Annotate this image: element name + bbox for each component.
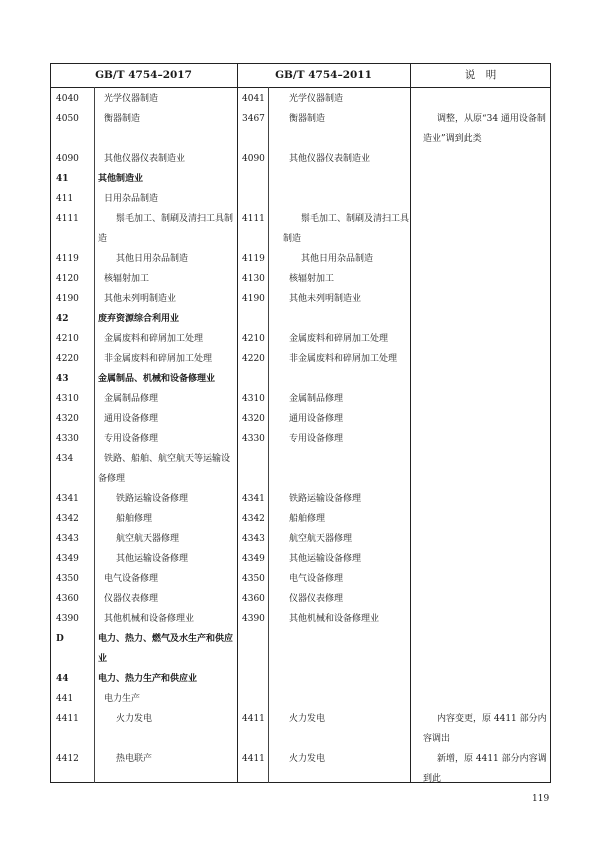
code-2011: 4411: [242, 754, 265, 764]
code-2017: 4190: [56, 294, 79, 304]
name-2017: 非金属废料和碎屑加工处理: [104, 354, 213, 364]
name-2017: 铁路、船舶、航空航天等运输设备修理: [98, 454, 231, 484]
code-2011: 4350: [242, 574, 265, 584]
name-2017: 废弃资源综合利用业: [98, 314, 180, 324]
table-row: [50, 429, 551, 449]
code-2011: 4111: [242, 214, 265, 224]
table-row: [50, 149, 551, 169]
code-2017: 4220: [56, 354, 79, 364]
table-row: [50, 589, 551, 609]
name-2011: 核辐射加工: [289, 274, 335, 284]
code-2011: 4341: [242, 494, 265, 504]
table-row: [50, 669, 551, 689]
code-2011: 3467: [242, 114, 265, 124]
name-2011: 金属废料和碎屑加工处理: [289, 334, 389, 344]
code-2017: 4411: [56, 714, 79, 724]
name-2017: 电力、热力生产和供应业: [98, 674, 198, 684]
name-2017: 其他仪器仪表制造业: [104, 154, 186, 164]
name-2017: 其他未列明制造业: [104, 294, 177, 304]
name-2011: 航空航天器修理: [289, 534, 353, 544]
code-2011: 4220: [242, 354, 265, 364]
code-2017: 4310: [56, 394, 79, 404]
name-2011: 船舶修理: [289, 514, 326, 524]
code-2017: 4390: [56, 614, 79, 624]
code-2017: 4341: [56, 494, 79, 504]
name-2017: 通用设备修理: [104, 414, 159, 424]
code-2011: 4349: [242, 554, 265, 564]
table-row: [50, 349, 551, 369]
name-2017: 衡器制造: [104, 114, 141, 124]
note: 内容变更，原 4411 部分内容调出: [423, 714, 547, 744]
code-2017: 4119: [56, 254, 79, 264]
name-2017: 金属制品修理: [104, 394, 159, 404]
code-2011: 4343: [242, 534, 265, 544]
name-2011: 其他仪器仪表制造业: [289, 154, 371, 164]
name-2017: 电力、热力、燃气及水生产和供应业: [98, 634, 234, 664]
code-2011: 4119: [242, 254, 265, 264]
name-2011: 仪器仪表修理: [289, 594, 344, 604]
name-2017: 光学仪器制造: [104, 94, 159, 104]
header-gbt-2011: GB/T 4754–2011: [275, 69, 372, 81]
code-2017: 4412: [56, 754, 79, 764]
header-gbt-2017: GB/T 4754–2017: [95, 69, 192, 81]
code-2017: 411: [56, 194, 74, 204]
code-2017: 4050: [56, 114, 79, 124]
name-2017: 鬃毛加工、制刷及清扫工具制造: [98, 214, 234, 244]
code-2011: 4411: [242, 714, 265, 724]
name-2017: 日用杂品制造: [104, 194, 159, 204]
note: 新增，原 4411 部分内容调到此: [423, 754, 547, 784]
name-2017: 仪器仪表修理: [104, 594, 159, 604]
name-2011: 衡器制造: [289, 114, 326, 124]
table-row: [50, 329, 551, 349]
code-2017: 4210: [56, 334, 79, 344]
table-row: [50, 449, 551, 489]
code-2017: 4360: [56, 594, 79, 604]
name-2017: 铁路运输设备修理: [116, 494, 189, 504]
name-2011: 光学仪器制造: [289, 94, 344, 104]
table-row: [50, 749, 551, 784]
code-2017: 4320: [56, 414, 79, 424]
code-2017: 441: [56, 694, 74, 704]
name-2017: 船舶修理: [116, 514, 153, 524]
code-2017: 4349: [56, 554, 79, 564]
name-2011: 火力发电: [289, 754, 326, 764]
code-2017: 4120: [56, 274, 79, 284]
code-2011: 4090: [242, 154, 265, 164]
table-row: [50, 89, 551, 109]
table-row: [50, 289, 551, 309]
note: 调整，从原“34 通用设备制造业”调到此类: [423, 114, 546, 144]
table-row: [50, 509, 551, 529]
name-2011: 其他机械和设备修理业: [289, 614, 380, 624]
name-2011: 电气设备修理: [289, 574, 344, 584]
name-2017: 火力发电: [116, 714, 153, 724]
table-row: [50, 269, 551, 289]
code-2017: 4090: [56, 154, 79, 164]
name-2017: 航空航天器修理: [116, 534, 180, 544]
name-2011: 非金属废料和碎屑加工处理: [289, 354, 398, 364]
code-2017: 43: [56, 374, 69, 384]
code-2011: 4360: [242, 594, 265, 604]
code-2011: 4190: [242, 294, 265, 304]
name-2017: 其他机械和设备修理业: [104, 614, 195, 624]
code-2011: 4330: [242, 434, 265, 444]
table-row: [50, 529, 551, 549]
code-2011: 4041: [242, 94, 265, 104]
code-2017: 4040: [56, 94, 79, 104]
code-2011: 4390: [242, 614, 265, 624]
name-2011: 铁路运输设备修理: [289, 494, 362, 504]
header-divider: [50, 87, 551, 88]
name-2011: 通用设备修理: [289, 414, 344, 424]
code-2017: 4111: [56, 214, 79, 224]
name-2017: 其他运输设备修理: [116, 554, 189, 564]
table-row: [50, 569, 551, 589]
code-2017: 41: [56, 174, 69, 184]
page-number: 119: [532, 794, 550, 804]
code-2011: 4342: [242, 514, 265, 524]
code-2011: 4310: [242, 394, 265, 404]
table-row: [50, 169, 551, 189]
table-row: [50, 689, 551, 709]
code-2017: 434: [56, 454, 74, 464]
table-row: [50, 109, 551, 149]
code-2017: D: [56, 634, 64, 644]
name-2017: 其他日用杂品制造: [116, 254, 189, 264]
table-row: [50, 409, 551, 429]
name-2017: 金属废料和碎屑加工处理: [104, 334, 204, 344]
table-row: [50, 609, 551, 629]
code-2017: 4350: [56, 574, 79, 584]
code-2017: 44: [56, 674, 69, 684]
code-2011: 4320: [242, 414, 265, 424]
name-2011: 金属制品修理: [289, 394, 344, 404]
name-2017: 专用设备修理: [104, 434, 159, 444]
name-2011: 鬃毛加工、制刷及清扫工具制造: [283, 214, 410, 244]
table-row: [50, 389, 551, 409]
code-2017: 4330: [56, 434, 79, 444]
table-row: [50, 209, 551, 249]
table-row: [50, 549, 551, 569]
table-row: [50, 189, 551, 209]
name-2011: 其他日用杂品制造: [301, 254, 374, 264]
code-2017: 4342: [56, 514, 79, 524]
name-2011: 专用设备修理: [289, 434, 344, 444]
name-2017: 热电联产: [116, 754, 153, 764]
table-row: [50, 309, 551, 329]
table-row: [50, 369, 551, 389]
name-2011: 火力发电: [289, 714, 326, 724]
table-row: [50, 709, 551, 749]
table-row: [50, 249, 551, 269]
table-row: [50, 629, 551, 669]
table-body: [50, 89, 551, 784]
table-row: [50, 489, 551, 509]
code-2011: 4130: [242, 274, 265, 284]
name-2017: 其他制造业: [98, 174, 144, 184]
name-2017: 电力生产: [104, 694, 141, 704]
header-note: 说 明: [464, 69, 497, 81]
name-2017: 电气设备修理: [104, 574, 159, 584]
name-2011: 其他运输设备修理: [289, 554, 362, 564]
code-2011: 4210: [242, 334, 265, 344]
code-2017: 4343: [56, 534, 79, 544]
code-2017: 42: [56, 314, 69, 324]
name-2017: 金属制品、机械和设备修理业: [98, 374, 216, 384]
name-2017: 核辐射加工: [104, 274, 150, 284]
name-2011: 其他未列明制造业: [289, 294, 362, 304]
